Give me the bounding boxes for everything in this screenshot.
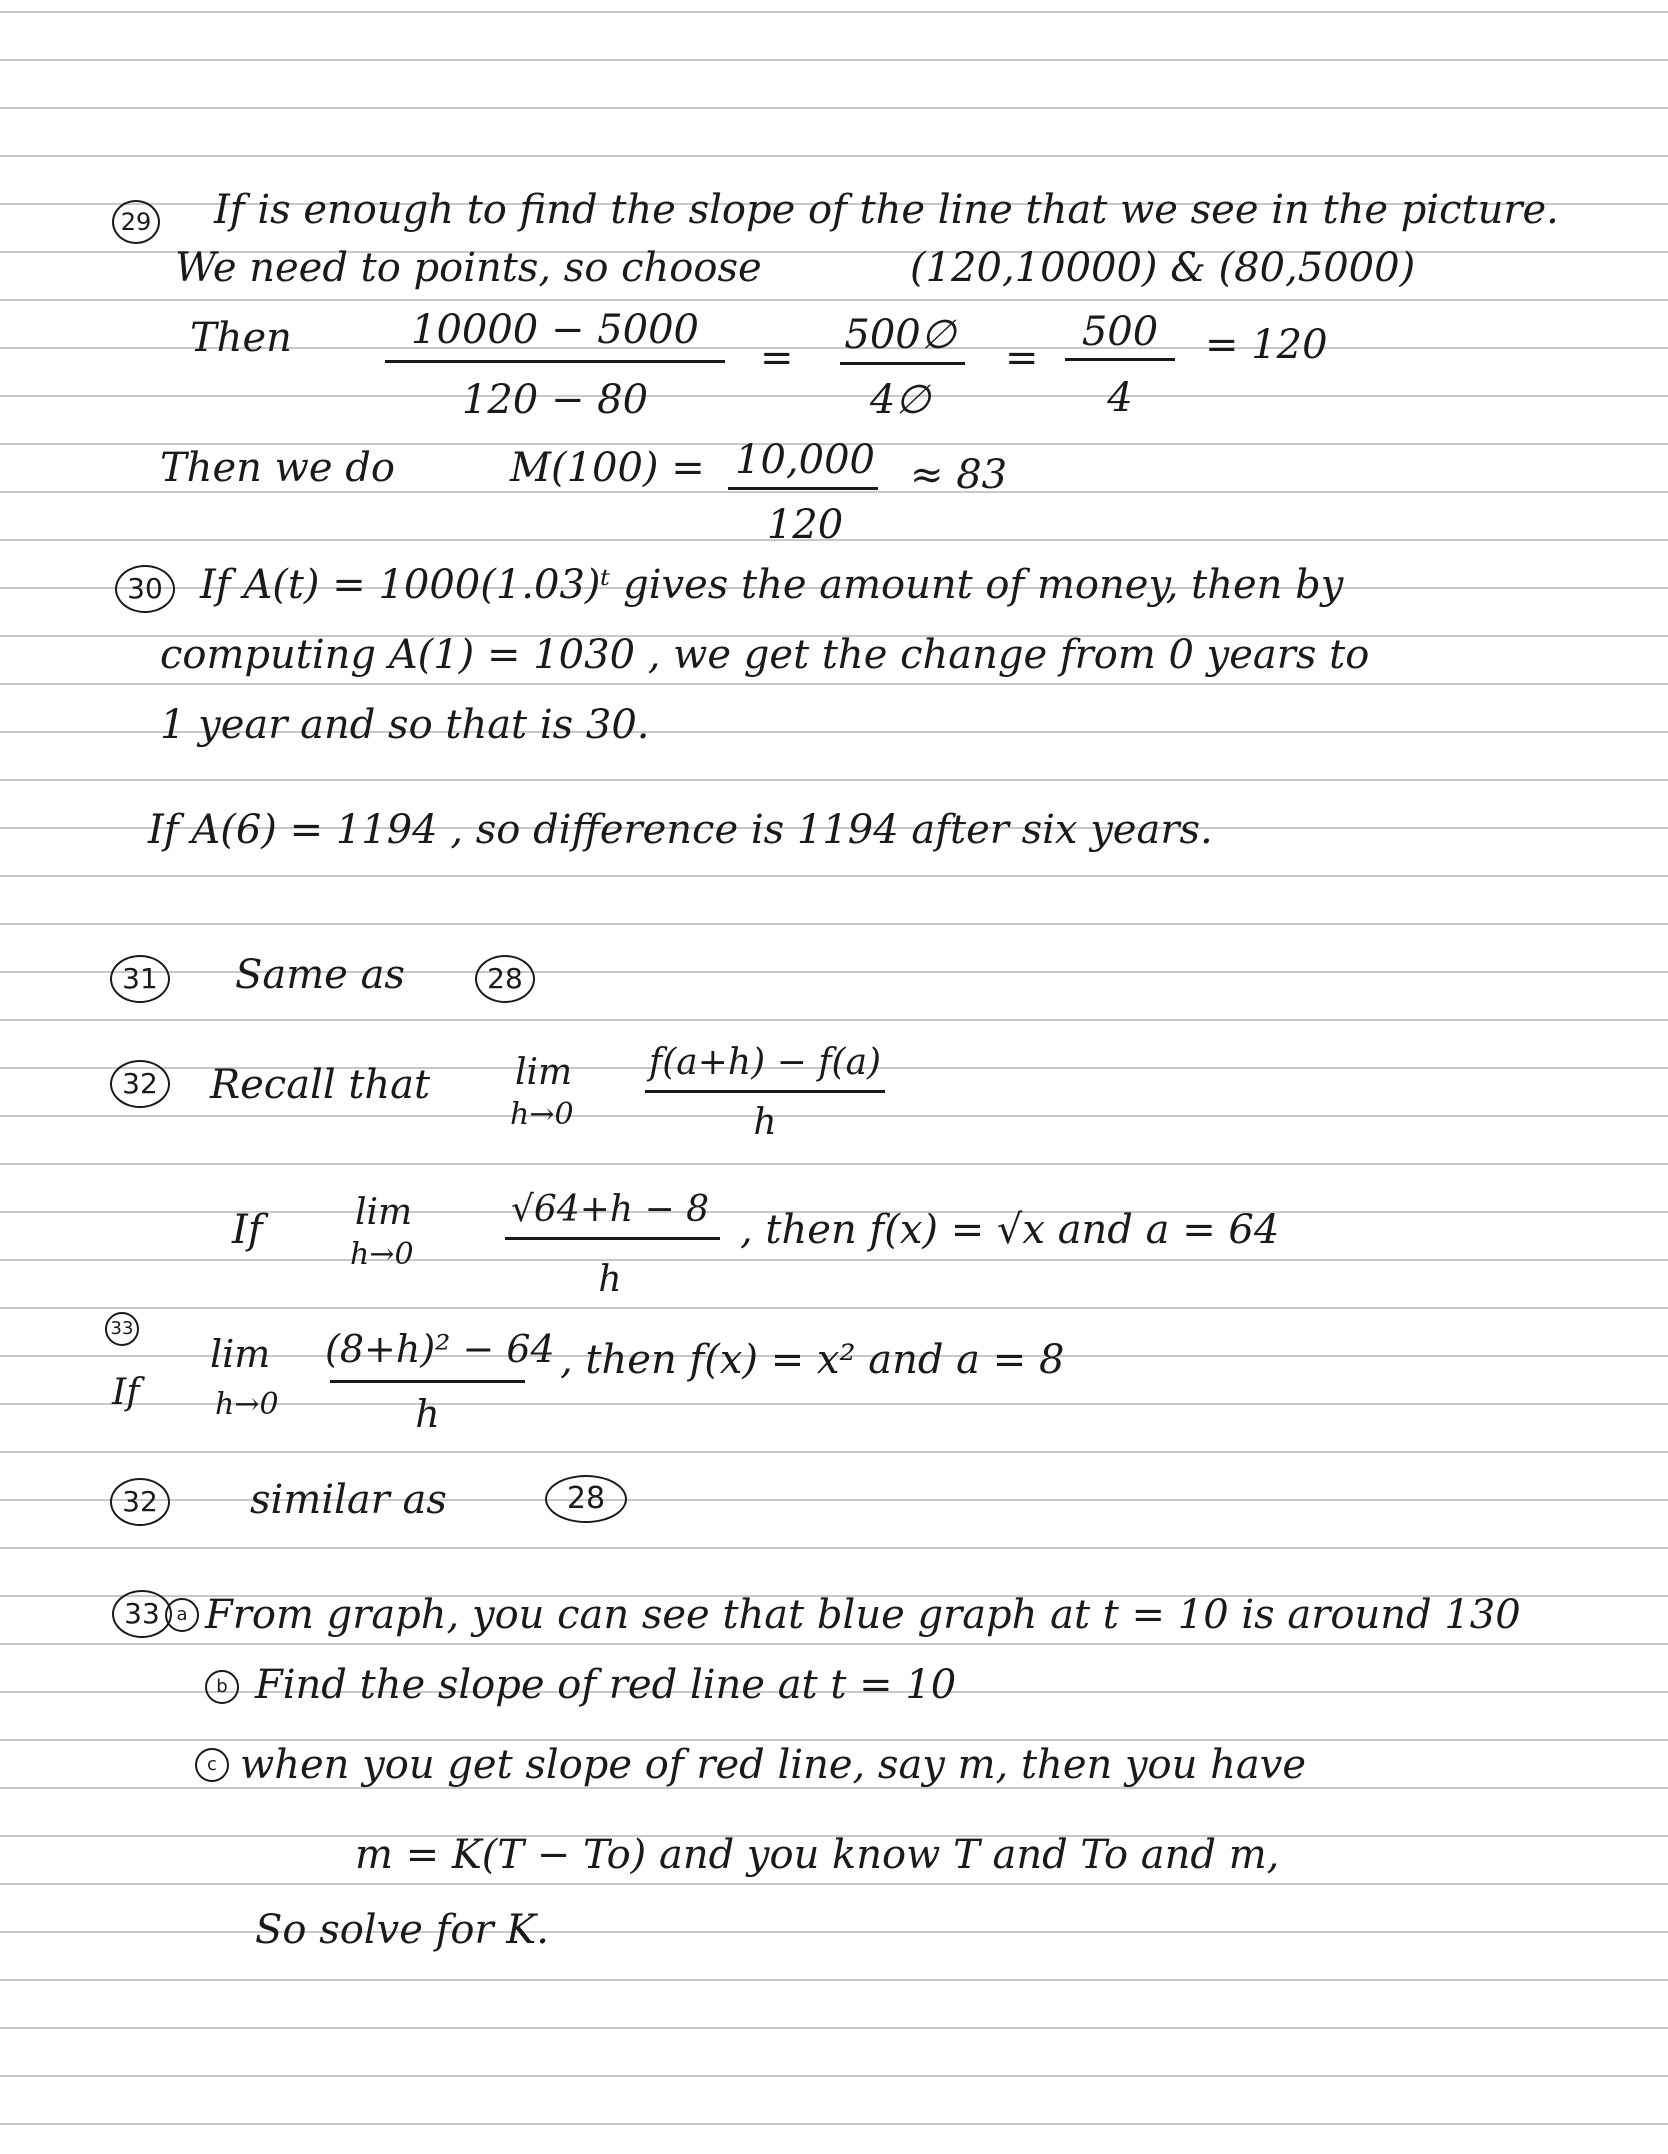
p30-line-1: If A(t) = 1000(1.03)ᵗ gives the amount of money, then by (200, 562, 1344, 608)
p32b-similar-as: similar as (250, 1477, 447, 1523)
p33b-part-c-solve: So solve for K. (255, 1907, 549, 1953)
p33b-part-c-equation: m = K(T − To) and you know T and To and m, (355, 1832, 1280, 1878)
p32-difference-quotient-bar (645, 1090, 885, 1093)
p32-if: If (232, 1207, 263, 1253)
p33b-part-b-text: Find the slope of red line at t = 10 (255, 1662, 957, 1708)
p30-line-2: computing A(1) = 1030 , we get the change from 0 years to (160, 632, 1370, 678)
p29-then-we-do: Then we do (160, 445, 395, 491)
problem-number-33: 33 (105, 1312, 139, 1346)
p32-lim2-sub: h→0 (350, 1237, 414, 1272)
p33b-part-a-text: From graph, you can see that blue graph at t = 10 is around 130 (205, 1592, 1521, 1638)
p29-m-bar (728, 487, 878, 490)
p32-sqrt-denominator: h (598, 1259, 622, 1300)
p31-ref-28: 28 (475, 955, 535, 1003)
p29-frac3-denominator: 4 (1107, 375, 1133, 421)
p32-recall-that: Recall that (210, 1062, 431, 1108)
p33-result: , then f(x) = x² and a = 8 (560, 1337, 1065, 1383)
p29-m-lhs: M(100) = (510, 445, 705, 491)
p29-equals-2: = (1005, 335, 1039, 381)
p29-frac1-numerator: 10000 − 5000 (411, 307, 699, 353)
p32-sqrt-bar (505, 1237, 720, 1240)
p32-difference-quotient-numerator: f(a+h) − f(a) (648, 1042, 882, 1083)
problem-number-31: 31 (110, 955, 170, 1003)
p33-bar (330, 1380, 525, 1383)
p29-frac1-bar (385, 360, 725, 363)
p33-lim-sub: h→0 (215, 1387, 279, 1422)
p30-line-4: If A(6) = 1194 , so difference is 1194 after six years. (148, 807, 1213, 853)
p33-numerator: (8+h)² − 64 (325, 1327, 555, 1371)
p33b-part-a-mark: a (165, 1598, 199, 1632)
p31-same-as: Same as (235, 952, 405, 998)
p29-frac1-denominator: 120 − 80 (461, 377, 649, 423)
p29-points: (120,10000) & (80,5000) (910, 245, 1416, 291)
p33b-part-c-text: when you get slope of red line, say m, then you have (240, 1742, 1306, 1788)
problem-number-29: 29 (112, 200, 160, 244)
p32-lim2: lim (355, 1192, 413, 1233)
p33-if: If (112, 1372, 140, 1413)
p29-equals-1: = (760, 335, 794, 381)
p29-m-approx: ≈ 83 (910, 452, 1008, 498)
p29-frac2-numerator: 500∅ (844, 312, 956, 358)
p29-then-label: Then (190, 315, 292, 361)
p33b-part-b-mark: b (205, 1670, 239, 1704)
p29-m-numerator: 10,000 (735, 437, 875, 483)
p29-m-denominator: 120 (766, 502, 844, 548)
p32-sqrt-numerator: √64+h − 8 (510, 1189, 710, 1230)
p33b-part-c-mark: c (195, 1748, 229, 1782)
p33-lim: lim (210, 1332, 271, 1376)
p32-difference-quotient-denominator: h (753, 1102, 777, 1143)
problem-number-33-second: 33 (112, 1590, 172, 1638)
p32-result: , then f(x) = √x and a = 64 (740, 1207, 1280, 1253)
p29-result-120: = 120 (1205, 322, 1328, 368)
p32-lim-sub: h→0 (510, 1097, 574, 1132)
problem-number-32-second: 32 (110, 1478, 170, 1526)
p29-line-1: If is enough to find the slope of the line that we see in the picture. (214, 187, 1559, 233)
p32b-ref-28: 28 (545, 1475, 627, 1523)
p29-frac3-bar (1065, 358, 1175, 361)
p29-frac2-bar (840, 362, 965, 365)
p33-denominator: h (415, 1392, 440, 1436)
problem-number-32: 32 (110, 1060, 170, 1108)
p29-frac3-numerator: 500 (1081, 309, 1159, 355)
p29-frac2-denominator: 4∅ (869, 377, 931, 423)
problem-number-30: 30 (115, 565, 175, 613)
p30-line-3: 1 year and so that is 30. (160, 702, 650, 748)
p29-line-2a: We need to points, so choose (175, 245, 762, 291)
p32-lim: lim (515, 1052, 573, 1093)
